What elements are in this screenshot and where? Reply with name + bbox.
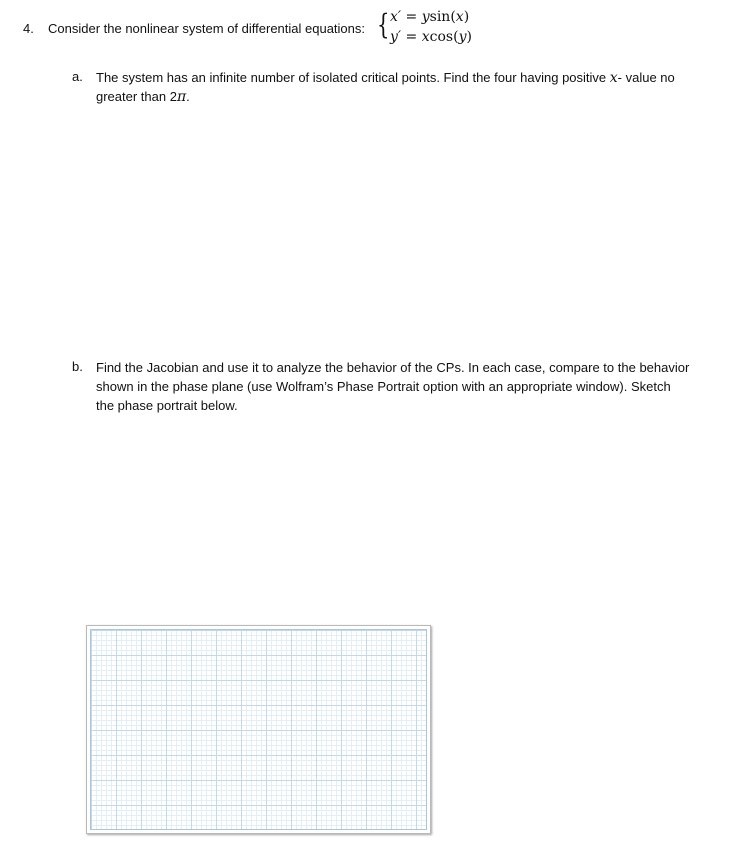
eq1-rhs-arg: x (455, 9, 464, 25)
part-a-var-x: x (609, 70, 618, 86)
eq1-rhs-func: sin( (429, 9, 456, 25)
problem-number: 4. (23, 21, 34, 36)
part-a-line-2 (96, 87, 190, 107)
part-b-label: b. (72, 359, 83, 374)
eq2-rhs-var: x (421, 29, 430, 45)
system-brace: { (377, 8, 390, 41)
part-b-line-3: the phase portrait below. (96, 398, 238, 413)
eq2-equals: = (401, 29, 422, 45)
part-a-pi: π (176, 89, 187, 105)
graph-paper-grid (90, 629, 427, 830)
eq1-rhs-close: ) (463, 9, 470, 25)
problem-intro: Consider the nonlinear system of differential equations: (48, 21, 366, 36)
eq2-rhs-func: cos( (429, 29, 459, 45)
part-b-line-1: Find the Jacobian and use it to analyze the behavior of the CPs. In each case, compare to the behavior (96, 360, 690, 375)
eq2-lhs: y′ (390, 29, 402, 45)
part-a-line-1 (96, 68, 675, 88)
equation-1 (390, 9, 469, 25)
eq2-rhs-arg: y (458, 29, 467, 45)
eq1-rhs-var: y (421, 9, 430, 25)
part-b-line-2: shown in the phase plane (use Wolfram’s Phase Portrait option with an appropriate window). Sketch (96, 379, 671, 394)
part-a-line-2-post: . (186, 89, 190, 104)
eq1-lhs: x′ (390, 9, 402, 25)
eq2-rhs-close: ) (466, 29, 472, 45)
eq1-equals: = (401, 9, 422, 25)
equation-2 (390, 29, 472, 45)
part-a-label: a. (72, 69, 83, 84)
part-a-line-2-pre: greater than 2 (96, 89, 177, 104)
part-a-line-1-post: - value no (617, 70, 675, 85)
phase-portrait-sketch-area[interactable] (86, 625, 431, 834)
part-a-line-1-pre: The system has an infinite number of isolated critical points. Find the four having positive (96, 70, 610, 85)
